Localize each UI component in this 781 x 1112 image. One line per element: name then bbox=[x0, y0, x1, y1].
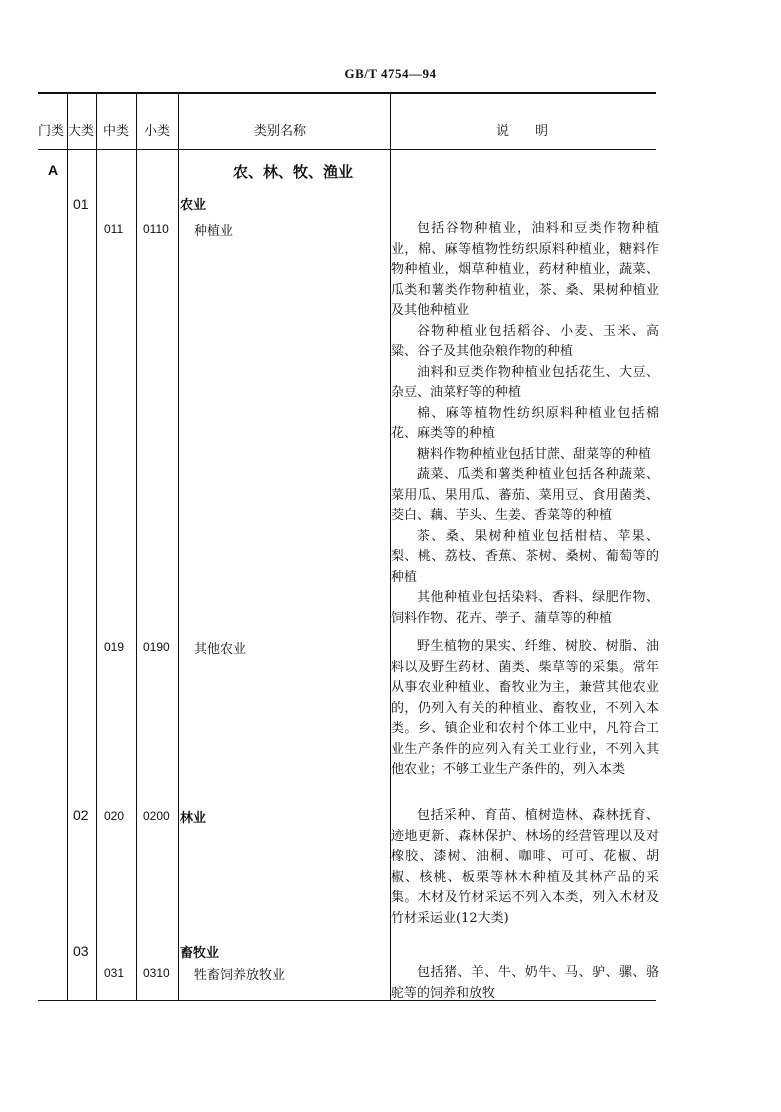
medium-code: 011 bbox=[104, 222, 124, 236]
description bbox=[391, 219, 659, 629]
category-name: 牲畜饲养放牧业 bbox=[194, 968, 286, 983]
minor-code: 0200 bbox=[143, 809, 170, 823]
description-paragraph: 油料和豆类作物种植业包括花生、大豆、杂豆、油菜籽等的种植 bbox=[391, 364, 659, 400]
col-header-name: 类别名称 bbox=[254, 124, 307, 139]
description bbox=[391, 806, 659, 929]
minor-code: 0190 bbox=[143, 640, 170, 654]
category-name: 畜牧业 bbox=[180, 946, 220, 961]
col-header-da: 大类 bbox=[68, 124, 95, 139]
description-paragraph: 谷物种植业包括稻谷、小麦、玉米、高粱、谷子及其他杂粮作物的种植 bbox=[391, 323, 659, 359]
minor-code: 0110 bbox=[143, 222, 169, 236]
description-paragraph: 茶、桑、果树种植业包括柑桔、苹果、梨、桃、荔枝、香蕉、茶树、桑树、葡萄等的种植 bbox=[391, 528, 659, 585]
col-header-men: 门类 bbox=[38, 124, 65, 139]
standard-code-header: GB/T 4754—94 bbox=[344, 66, 437, 81]
description-paragraph: 包括采种、育苗、植树造林、森林抚育、迹地更新、森林保护、林场的经营管理以及对橡胶、漆树、油桐、咖啡、可可、花椒、胡椒、核桃、板栗等林木种植及其林产品的采集。木材及竹材采运不列入本类，列入木材及竹材采运业(12大类) bbox=[391, 808, 659, 926]
medium-code: 019 bbox=[104, 640, 125, 654]
description-paragraph: 野生植物的果实、纤维、树胶、树脂、油料以及野生药材、菌类、柴草等的采集。常年从事农业种植业、畜牧业为主，兼营其他农业的，仍列入有关的种植业、畜牧业，不列入本类。乡、镇企业和农村个体工业中，凡符合工业生产条件的应列入有关工业行业，不列入其他农业；不够工业生产条件的，列入本类 bbox=[391, 639, 659, 777]
section-code: A bbox=[48, 162, 59, 178]
col-divider-zhong bbox=[136, 93, 137, 1000]
description-paragraph: 包括谷物种植业，油料和豆类作物种植业，棉、麻等植物性纺织原料种植业，糖料作物种植业，烟草种植业，药材种植业，蔬菜、瓜类和薯类作物种植业，茶、桑、果树种植业及其他种植业 bbox=[391, 221, 659, 318]
description bbox=[391, 637, 659, 781]
category-name: 种植业 bbox=[194, 224, 234, 239]
col-header-zhong: 中类 bbox=[103, 124, 130, 139]
category-name: 农业 bbox=[180, 198, 207, 213]
col-divider-xiao bbox=[178, 93, 179, 1000]
col-header-desc: 说 明 bbox=[496, 124, 549, 139]
description-paragraph: 蔬菜、瓜类和薯类种植业包括各种蔬菜、菜用瓜、果用瓜、蕃茄、菜用豆、食用菌类、茭白、藕、芋头、生姜、香菜等的种植 bbox=[391, 467, 659, 523]
col-header-xiao: 小类 bbox=[144, 124, 171, 139]
col-divider-men bbox=[67, 93, 68, 1000]
description-paragraph: 糖料作物种植业包括甘蔗、甜菜等的种植 bbox=[417, 446, 652, 462]
minor-code: 0310 bbox=[143, 966, 170, 980]
description-paragraph: 其他种植业包括染料、香料、绿肥作物、饲料作物、花卉、荸子、蒲草等的种植 bbox=[391, 590, 659, 626]
description-paragraph: 包括猪、羊、牛、奶牛、马、驴、骡、骆驼等的饲养和放牧 bbox=[391, 965, 659, 1001]
description bbox=[391, 963, 659, 1004]
col-divider-da bbox=[96, 93, 97, 1000]
category-name: 林业 bbox=[180, 811, 207, 826]
major-code: 01 bbox=[73, 196, 89, 212]
header-bottom-rule bbox=[38, 149, 656, 150]
major-code: 02 bbox=[73, 807, 89, 823]
major-code: 03 bbox=[73, 943, 89, 959]
table-top-rule bbox=[38, 92, 656, 94]
medium-code: 020 bbox=[104, 809, 125, 823]
section-name: 农、林、牧、渔业 bbox=[233, 163, 354, 181]
description-paragraph: 棉、麻等植物性纺织原料种植业包括棉花、麻类等的种植 bbox=[391, 405, 659, 441]
medium-code: 031 bbox=[104, 966, 125, 980]
category-name: 其他农业 bbox=[194, 642, 247, 657]
